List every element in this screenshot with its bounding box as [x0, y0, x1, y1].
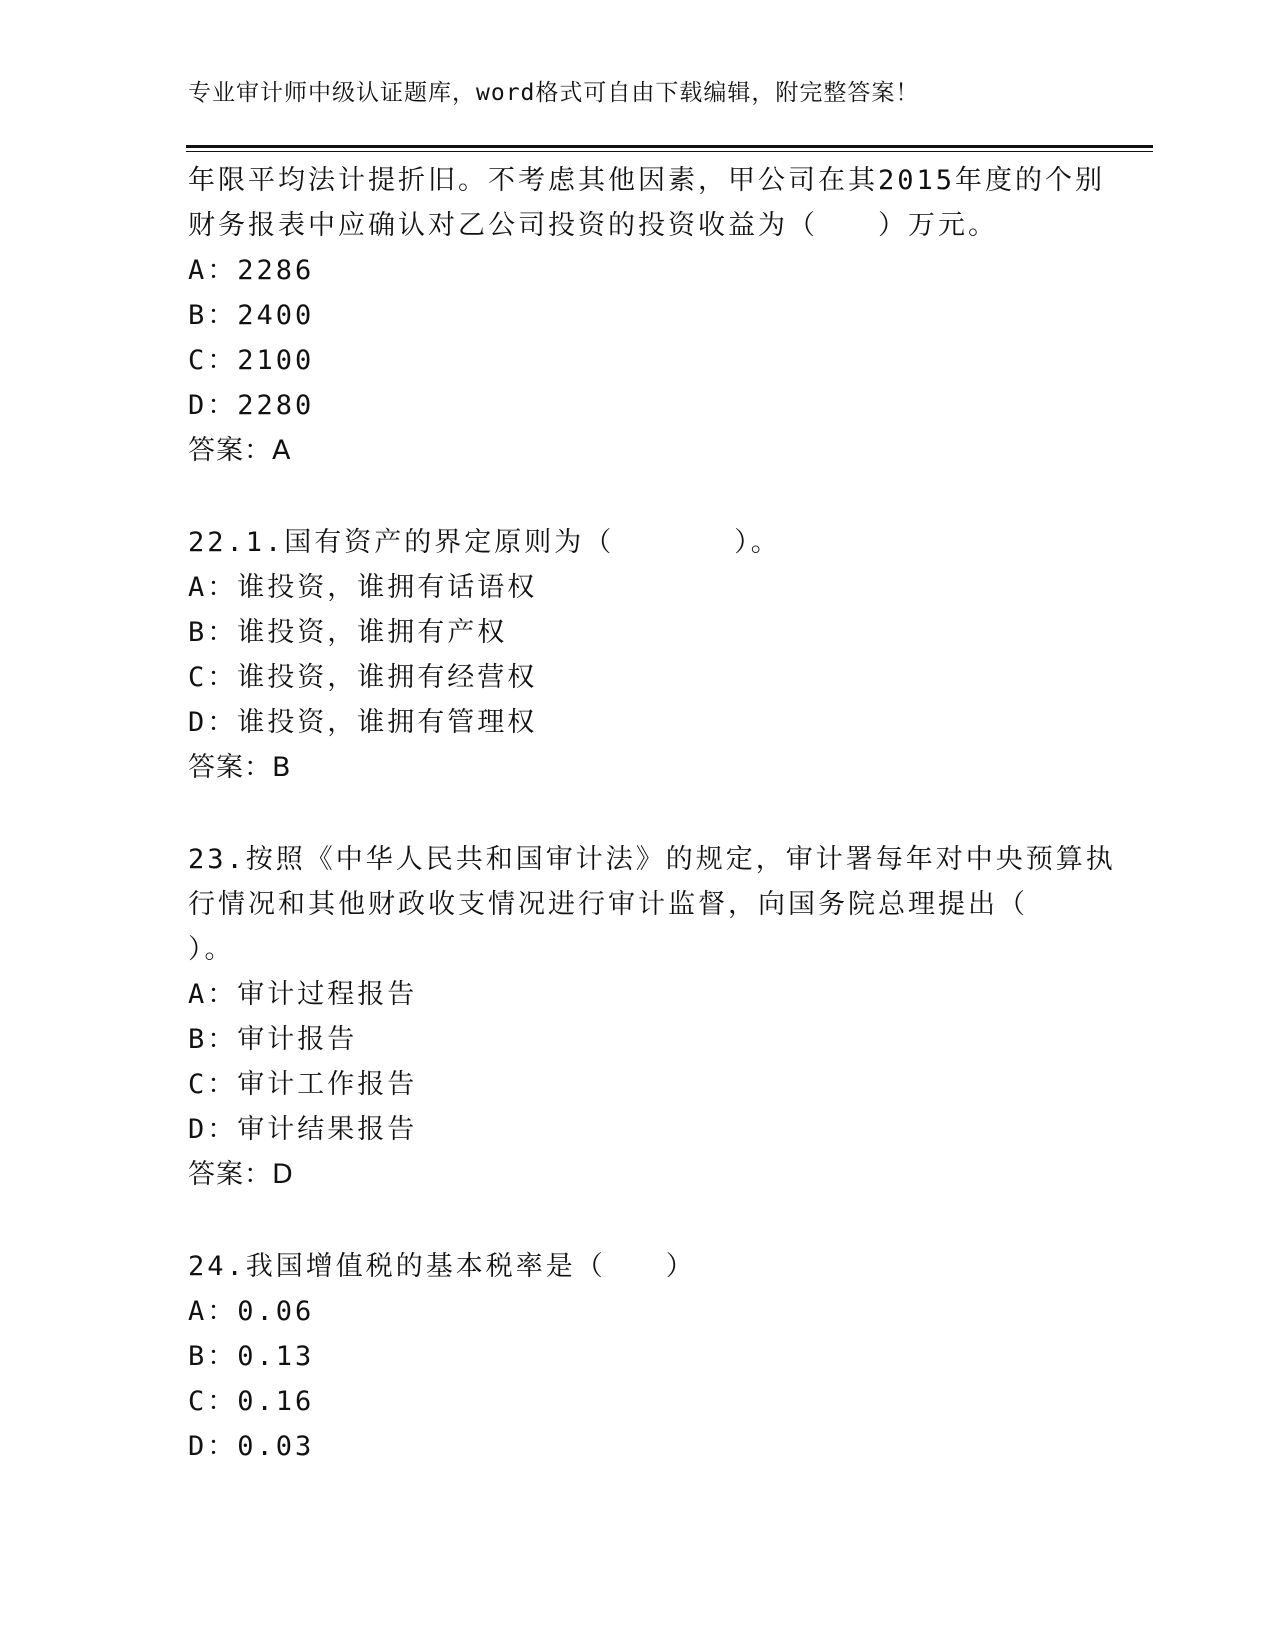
- question-22: [188, 520, 1088, 790]
- question-text-line: ）。: [188, 934, 235, 965]
- header-rule-thin: [186, 151, 1153, 152]
- option-c: C：0.16: [188, 1386, 315, 1417]
- question-21: [188, 158, 1106, 473]
- option-c: C：谁投资，谁拥有经营权: [188, 662, 538, 693]
- option-a: A：谁投资，谁拥有话语权: [188, 572, 538, 603]
- option-b: B：0.13: [188, 1341, 315, 1372]
- header-rule-thick: [186, 145, 1153, 148]
- question-content: [188, 158, 1116, 1469]
- option-d: D：0.03: [188, 1431, 315, 1462]
- page-header: 专业审计师中级认证题库，word格式可自由下载编辑，附完整答案！: [188, 80, 920, 106]
- option-d: D：审计结果报告: [188, 1114, 418, 1145]
- answer: 答案：D: [188, 1159, 294, 1190]
- question-text-line: 24.我国增值税的基本税率是（ ）: [188, 1251, 696, 1282]
- option-d: D：2280: [188, 390, 315, 421]
- question-24: [188, 1244, 1088, 1469]
- option-c: C：审计工作报告: [188, 1069, 418, 1100]
- question-text-line: 23.按照《中华人民共和国审计法》的规定，审计署每年对中央预算执: [188, 844, 1116, 875]
- option-b: B：2400: [188, 300, 315, 331]
- option-c: C：2100: [188, 345, 315, 376]
- option-a: A：0.06: [188, 1296, 315, 1327]
- option-a: A：2286: [188, 255, 315, 286]
- spacer: [188, 473, 1088, 520]
- question-text-line: 行情况和其他财政收支情况进行审计监督，向国务院总理提出（: [188, 889, 1028, 920]
- answer: 答案：B: [188, 752, 292, 783]
- question-23: [188, 837, 1116, 1197]
- question-text-line: 22.1.国有资产的界定原则为（ ）。: [188, 527, 781, 558]
- option-d: D：谁投资，谁拥有管理权: [188, 707, 538, 738]
- option-a: A：审计过程报告: [188, 979, 418, 1010]
- question-text-line: 年限平均法计提折旧。不考虑其他因素，甲公司在其2015年度的个别: [188, 165, 1106, 196]
- option-b: B：谁投资，谁拥有产权: [188, 617, 508, 648]
- question-text-line: 财务报表中应确认对乙公司投资的投资收益为（ ）万元。: [188, 210, 998, 241]
- spacer: [188, 1197, 1088, 1244]
- spacer: [188, 790, 1088, 837]
- answer: 答案：A: [188, 435, 292, 466]
- option-b: B：审计报告: [188, 1024, 358, 1055]
